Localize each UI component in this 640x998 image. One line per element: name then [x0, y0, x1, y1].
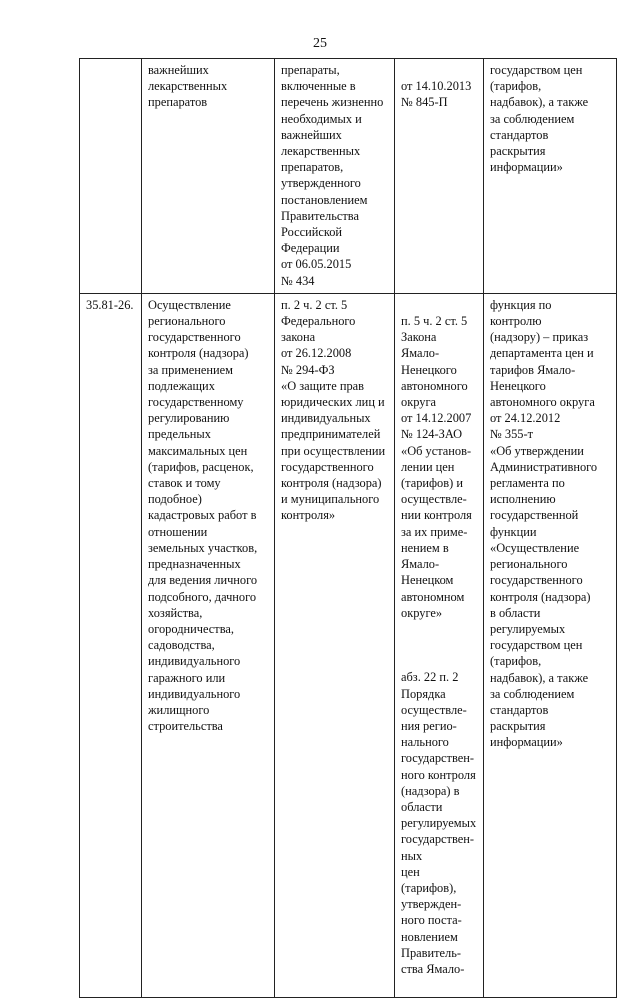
regional-act-procedure-text: абз. 22 п. 2 Порядка осуществле- ния регио- нального государствен- ного контроля (надзора) в области регулируемых государствен- ных цен (тарифов), утвержден- ного поста- новлением Правитель- ства Ямало- — [401, 670, 477, 976]
subject-cell: Осуществление регионального государственного контроля (надзора) за применением подлежащих государственному регулированию предельных максимальных цен (тарифов, расценок, ставок и тому подобное) кадастровых работ в отношении земельных участков, предназначенных для ведения личного подсобного, дачного хозяйства, огородничества, садоводства, индивидуального гаражного или индивидуального жилищного строительства — [142, 293, 275, 998]
regional-act-text: от 14.10.2013 № 845-П — [401, 79, 472, 110]
table-row — [80, 293, 617, 998]
item-number-cell: 35.81-26. — [80, 293, 142, 998]
federal-law-cell: п. 2 ч. 2 ст. 5 Федерального закона от 26.12.2008 № 294-ФЗ «О защите прав юридических лиц и индивидуальных предпринимателей при осуществлении государственного контроля (надзора) и муниципального контроля» — [275, 293, 395, 998]
table-row — [80, 59, 617, 294]
page-number: 25 — [313, 36, 327, 51]
subject-cell: важнейших лекарственных препаратов — [142, 59, 275, 294]
item-number-cell — [80, 59, 142, 294]
federal-law-cell: препараты, включенные в перечень жизненно необходимых и важнейших лекарственных препаратов, утвержденного постановлением Правительства Российской Федерации от 06.05.2015 № 434 — [275, 59, 395, 294]
function-cell: функция по контролю (надзору) – приказ департамента цен и тарифов Ямало- Ненецкого автономного округа от 24.12.2012 № 355-т «Об утверждении Административного регламента по исполнению государственной функции «Осуществление регионального государственного контроля (надзора) в области регулируемых государством цен (тарифов, надбавок), а также за соблюдением стандартов раскрытия информации» — [484, 293, 617, 998]
regional-act-cell — [395, 293, 484, 998]
function-cell: государством цен (тарифов, надбавок), а также за соблюдением стандартов раскрытия информации» — [484, 59, 617, 294]
regional-act-cell — [395, 59, 484, 294]
regulation-table — [79, 58, 617, 998]
regional-act-law-text: п. 5 ч. 2 ст. 5 Закона Ямало- Ненецкого автономного округа от 14.12.2007 № 124-ЗАО «Об установ- лении цен (тарифов) и осуществле- нии контроля за их приме- нением в Ямало- Ненецком автономном округе» — [401, 314, 472, 620]
